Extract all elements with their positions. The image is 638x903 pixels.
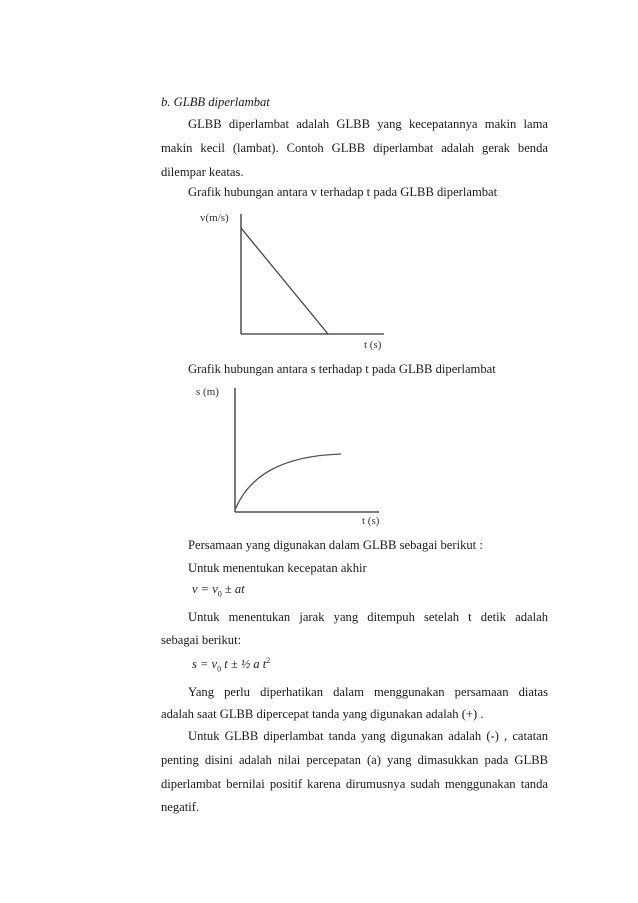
graph-vt-line — [241, 228, 328, 334]
para1-line1: GLBB diperlambat adalah GLBB yang kecepatannya makin lama — [188, 117, 548, 131]
note2-line3: diperlambat bernilai positif karena dirumusnya sudah menggunakan tanda — [161, 777, 548, 791]
graph-st-ylabel: s (m) — [196, 386, 219, 398]
graph-vt-xlabel: t (s) — [364, 339, 382, 351]
para1-line2: makin kecil (lambat). Contoh GLBB diperlambat adalah gerak benda — [161, 141, 548, 155]
graph-st-xlabel: t (s) — [362, 515, 380, 527]
velocity-equation: $v = v_0$ ± at — [192, 582, 245, 599]
note1-line2: adalah saat GLBB dipercepat tanda yang digunakan adalah (+) . — [161, 707, 484, 721]
distance-intro-line2: sebagai berikut: — [161, 633, 242, 647]
graph-st-plot — [231, 388, 381, 516]
note2-line2: penting disini adalah nilai percepatan (a) yang dimasukkan pada GLBB — [161, 753, 548, 767]
note2-line1: Untuk GLBB diperlambat tanda yang digunakan adalah (-) , catatan — [188, 729, 548, 743]
note2-line4: negatif. — [161, 800, 200, 814]
distance-intro-line1: Untuk menentukan jarak yang ditempuh setelah t detik adalah — [188, 610, 548, 624]
graph-vt-plot — [236, 214, 386, 340]
section-heading: b. GLBB diperlambat — [161, 95, 270, 109]
note1-line1: Yang perlu diperhatikan dalam menggunakan persamaan diatas — [188, 685, 548, 699]
velocity-intro: Untuk menentukan kecepatan akhir — [188, 561, 367, 575]
graph-st-caption: Grafik hubungan antara s terhadap t pada GLBB diperlambat — [188, 362, 496, 376]
para1-line3: dilempar keatas. — [161, 165, 244, 179]
graph-st-curve — [235, 454, 341, 510]
distance-equation: $s = v_0$ t ± ½ a $t^2$ — [192, 656, 271, 674]
equations-intro: Persamaan yang digunakan dalam GLBB sebagai berikut : — [188, 538, 483, 552]
graph-vt-caption: Grafik hubungan antara v terhadap t pada GLBB diperlambat — [188, 185, 498, 199]
graph-vt-ylabel: v(m/s) — [200, 212, 229, 224]
